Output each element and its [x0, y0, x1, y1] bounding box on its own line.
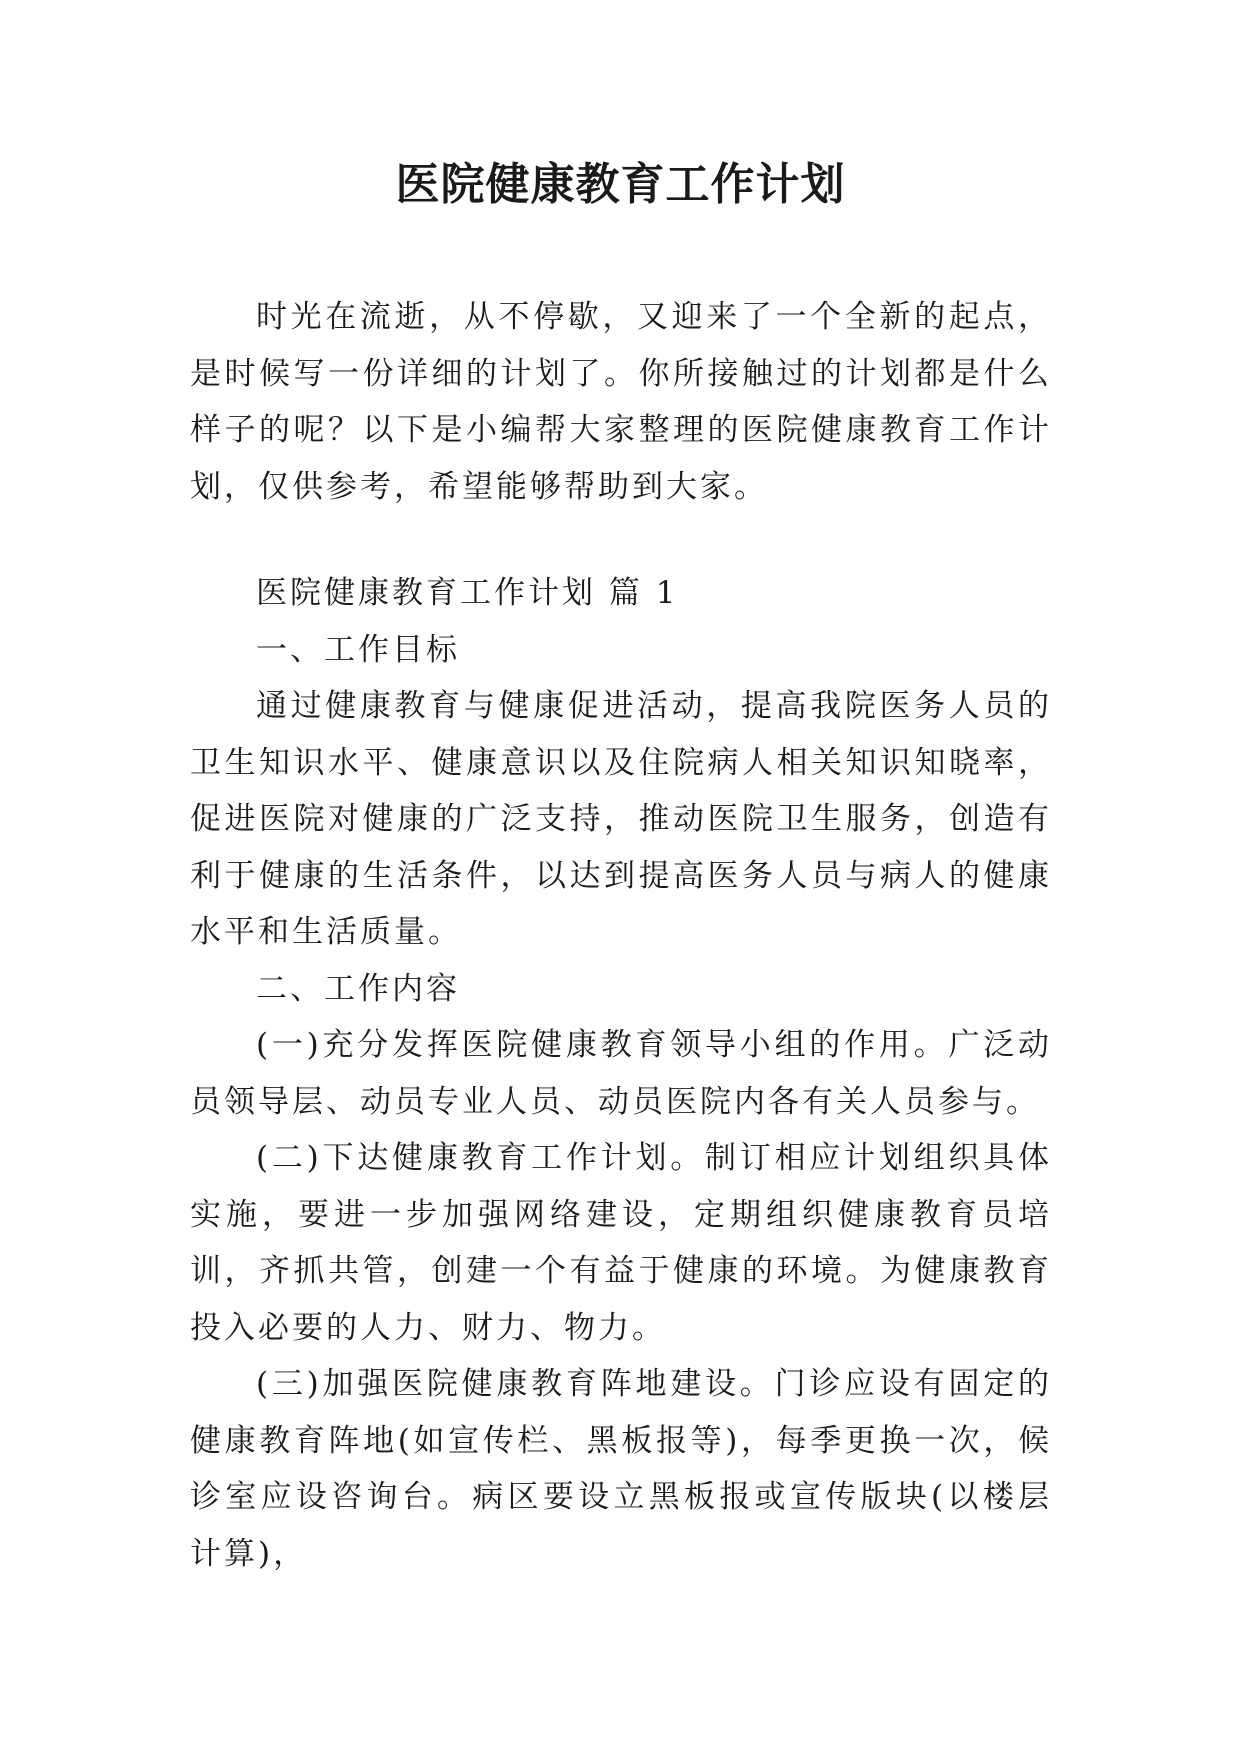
section-heading: 医院健康教育工作计划 篇 1	[256, 575, 679, 611]
document-body	[190, 289, 1052, 1582]
content-item-3: (三)加强医院健康教育阵地建设。门诊应设有固定的健康教育阵地(如宣传栏、黑板报等)，每季更换一次，候诊室应设咨询台。病区要设立黑板报或宣传版块(以楼层计算)，	[190, 1366, 1052, 1572]
content-heading: 二、工作内容	[256, 970, 460, 1007]
document-title: 医院健康教育工作计划	[395, 159, 846, 210]
goal-heading: 一、工作目标	[256, 631, 460, 668]
content-item-1: (一)充分发挥医院健康教育领导小组的作用。广泛动员领导层、动员专业人员、动员医院内各有关人员参与。	[190, 1027, 1052, 1120]
intro-paragraph: 时光在流逝，从不停歇，又迎来了一个全新的起点，是时候写一份详细的计划了。你所接触过的计划都是什么样子的呢？以下是小编帮大家整理的医院健康教育工作计划，仅供参考，希望能够帮助到大家。	[190, 299, 1052, 505]
goal-paragraph: 通过健康教育与健康促进活动，提高我院医务人员的卫生知识水平、健康意识以及住院病人相关知识知晓率，促进医院对健康的广泛支持，推动医院卫生服务，创造有利于健康的生活条件，以达到提高医务人员与病人的健康水平和生活质量。	[190, 688, 1052, 950]
content-item-2: (二)下达健康教育工作计划。制订相应计划组织具体实施，要进一步加强网络建设，定期组织健康教育员培训，齐抓共管，创建一个有益于健康的环境。为健康教育投入必要的人力、财力、物力。	[190, 1140, 1052, 1346]
paragraph-spacer	[190, 515, 1052, 565]
